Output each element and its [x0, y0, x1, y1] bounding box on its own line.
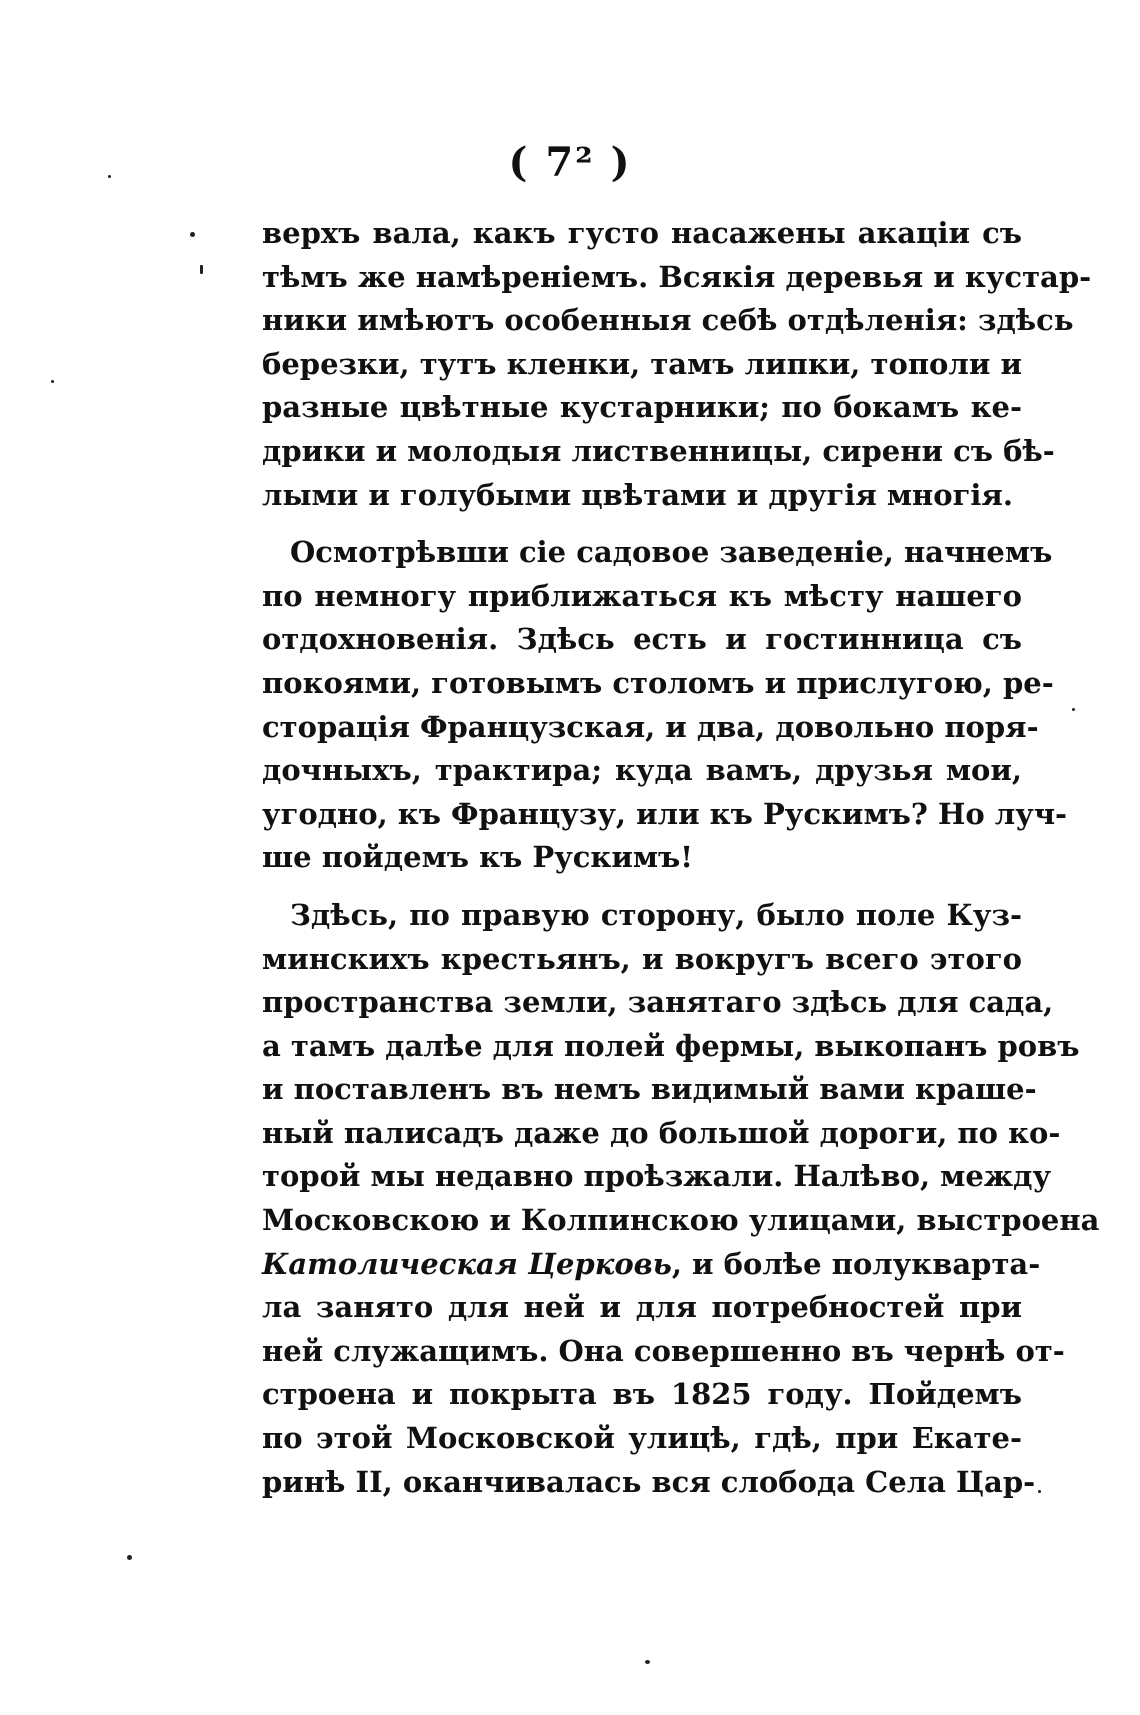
text-line: торой мы недавно проѣзжали. Налѣво, между	[262, 1159, 1052, 1194]
text-line: ла занято для ней и для потребностей при	[262, 1290, 1022, 1325]
text-line: верхъ вала, какъ густо насажены акаціи съ	[262, 216, 1022, 250]
text-line: сторація Французская, и два, довольно поря-	[262, 709, 1039, 744]
scan-speck	[108, 175, 111, 178]
scan-speck	[51, 380, 54, 383]
scan-speck	[190, 232, 195, 237]
text-line: лыми и голубыми цвѣтами и другія многія.	[262, 477, 1013, 512]
text-line: разные цвѣтные кустарники; по бокамъ ке-	[262, 390, 1022, 425]
scan-speck	[1038, 1490, 1041, 1493]
body-text	[262, 212, 1100, 1504]
text-line: по этой Московской улицѣ, гдѣ, при Екате-	[262, 1421, 1022, 1456]
text-line: отдохновенія. Здѣсь есть и гостинница съ	[262, 622, 1022, 657]
text-line: дочныхъ, трактира; куда вамъ, друзья мои,	[262, 753, 1022, 788]
text-line: по немногу приближаться къ мѣсту нашего	[262, 578, 1022, 613]
scan-speck	[645, 1660, 650, 1664]
text-line: минскихъ крестьянъ, и вокругъ всего этого	[262, 941, 1022, 976]
paragraph-1	[262, 212, 1092, 517]
scan-speck	[200, 265, 203, 274]
paragraph-gap	[262, 880, 1022, 894]
text-line: и поставленъ въ немъ видимый вами краше-	[262, 1072, 1037, 1107]
text-line: ринѣ II, оканчивалась вся слобода Села Цар-	[262, 1464, 1036, 1499]
text-line: покоями, готовымъ столомъ и прислугою, ре-	[262, 665, 1054, 700]
text-line-italic	[262, 1243, 1041, 1287]
line-remainder: , и болѣе полуквартa-	[671, 1246, 1041, 1281]
text-line: строена и покрыта въ 1825 году. Пойдемъ	[262, 1377, 1022, 1412]
paragraph-3	[262, 894, 1100, 1504]
text-line: ный палисадъ даже до большой дороги, по ко-	[262, 1115, 1061, 1150]
text-line: березки, тутъ кленки, тамъ липки, тополи и	[262, 346, 1022, 381]
scan-speck	[127, 1555, 132, 1560]
scan-speck	[1072, 708, 1075, 711]
text-line: ней служащимъ. Она совершенно въ чернѣ от-	[262, 1333, 1065, 1368]
text-line: пространства земли, занятаго здѣсь для сада,	[262, 985, 1054, 1020]
text-line: ники имѣютъ особенныя себѣ отдѣленія: здѣсь	[262, 303, 1074, 338]
text-line: Здѣсь, по правую сторону, было поле Куз-	[290, 897, 1022, 932]
paragraph-2	[262, 531, 1068, 880]
text-line: дрики и молодыя лиственницы, сирени съ бѣ-	[262, 433, 1055, 468]
italic-phrase: Католическая Церковь	[262, 1246, 672, 1281]
paragraph-gap	[262, 517, 1022, 531]
text-line: а тамъ далѣе для полей фермы, выкопанъ ровъ	[262, 1028, 1080, 1063]
page-number: ( 7² )	[508, 139, 632, 186]
text-line: ше пойдемъ къ Рускимъ!	[262, 840, 694, 875]
text-line: Осмотрѣвши сіе садовое заведеніе, начнемъ	[290, 535, 1053, 570]
text-line: угодно, къ Французу, или къ Рускимъ? Но луч-	[262, 796, 1068, 831]
text-line: тѣмъ же намѣреніемъ. Всякія деревья и кустар-	[262, 259, 1092, 294]
text-line: Московскою и Колпинскою улицами, выстроена	[262, 1203, 1100, 1238]
